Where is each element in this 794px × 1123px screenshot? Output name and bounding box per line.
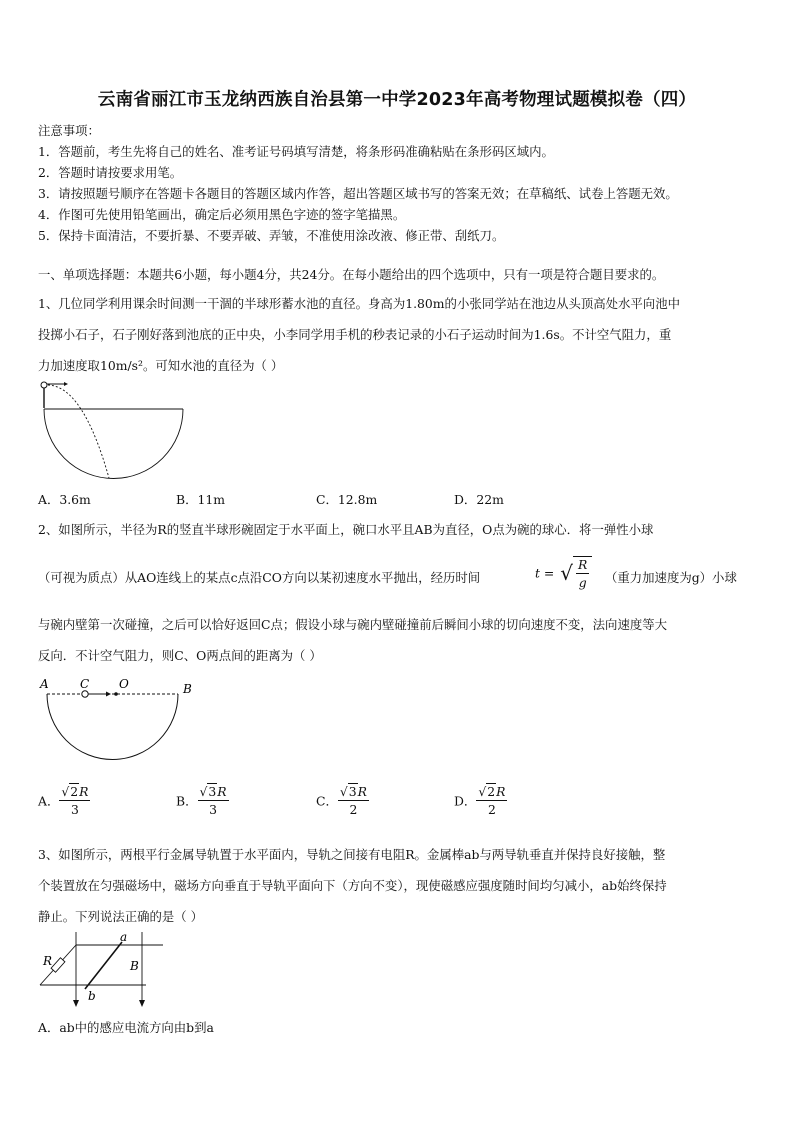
time-formula <box>535 556 592 590</box>
label-a: A <box>40 677 49 691</box>
q2-figure <box>38 672 198 772</box>
label-field-b: B <box>130 959 139 973</box>
q2-line: 反向．不计空气阻力，则C、O两点间的距离为（ ） <box>38 648 322 663</box>
resistor <box>51 958 65 972</box>
q2-option-b[interactable]: B． $\frac{√3R}{3}$ <box>176 784 227 817</box>
note-item: 5．保持卡面清洁，不要折暴、不要弄破、弄皱，不准使用涂改液、修正带、刮纸刀。 <box>38 228 505 243</box>
label-b: B <box>183 682 192 696</box>
rod-ab <box>85 942 122 989</box>
q2-line: （重力加速度为g）小球 <box>605 570 737 585</box>
arrow-head <box>64 382 68 386</box>
q2-option-c[interactable]: C． $\frac{√3R}{2}$ <box>316 784 368 817</box>
q3-line: 3、如图所示，两根平行金属导轨置于水平面内，导轨之间接有电阻R。金属棒ab与两导轨垂直并保持良好接触，整 <box>38 847 666 862</box>
q1-line: 力加速度取10m/s²。可知水池的直径为（ ） <box>38 358 284 373</box>
sqrt-sign: √ <box>560 561 574 585</box>
q1-line: 投掷小石子，石子刚好落到池底的正中央，小李同学用手机的秒表记录的小石子运动时间为1.6s。不计空气阻力，重 <box>38 327 672 342</box>
time-var: t = <box>535 565 555 581</box>
q3-figure <box>38 930 168 1010</box>
center-o <box>114 692 118 696</box>
q1-option-a[interactable]: A．3.6m <box>38 492 91 507</box>
label-a: a <box>120 930 128 944</box>
q1-option-b[interactable]: B．11m <box>176 492 226 507</box>
stone-trajectory <box>48 385 109 478</box>
q3-line: 静止。下列说法正确的是（ ） <box>38 909 204 924</box>
page-title: 云南省丽江市玉龙纳西族自治县第一中学2023年高考物理试题模拟卷（四） <box>97 90 697 110</box>
note-item: 1．答题前，考生先将自己的姓名、准考证号码填写清楚，将条形码准确粘贴在条形码区域内。 <box>38 144 554 159</box>
person-head <box>41 382 47 388</box>
note-item: 2．答题时请按要求用笔。 <box>38 165 183 180</box>
q2-option-a[interactable]: A． $\frac{√2R}{3}$ <box>38 784 89 817</box>
label-r: R <box>43 954 53 968</box>
q2-line: 与碗内壁第一次碰撞，之后可以恰好返回C点；假设小球与碗内壁碰撞前后瞬间小球的切向速度不变，法向速度等大 <box>38 617 668 632</box>
time-fraction <box>573 556 592 590</box>
field-arrow-1 <box>73 1000 79 1007</box>
notes-heading: 注意事项： <box>38 123 100 138</box>
q3-line: 个装置放在匀强磁场中，磁场方向垂直于导轨平面向下（方向不变），现使磁感应强度随时间均匀减小，ab始终保持 <box>38 878 667 893</box>
label-c: C <box>80 677 90 691</box>
q1-figure <box>38 378 188 480</box>
note-item: 3．请按照题号顺序在答题卡各题目的答题区域内作答，超出答题区域书写的答案无效；在草稿纸、试卷上答题无效。 <box>38 186 678 201</box>
note-item: 4．作图可先使用铅笔画出，确定后必须用黑色字迹的签字笔描黑。 <box>38 207 406 222</box>
label-b: b <box>88 989 96 1003</box>
q3-option-a[interactable]: A．ab中的感应电流方向由b到a <box>38 1020 214 1035</box>
q2-line: 2、如图所示，半径为R的竖直半球形碗固定于水平面上，碗口水平且AB为直径，O点为碗的球心．将一弹性小球 <box>38 522 654 537</box>
time-num: R <box>578 557 588 572</box>
q1-line: 1、几位同学利用课余时间测一干涸的半球形蓄水池的直径。身高为1.80m的小张同学站在池边从头顶高处水平向池中 <box>38 296 680 311</box>
q1-option-d[interactable]: D．22m <box>454 492 504 507</box>
q2-line: （可视为质点）从AO连线上的某点c点沿CO方向以某初速度水平抛出，经历时间 <box>38 570 481 585</box>
q1-option-c[interactable]: C．12.8m <box>316 492 378 507</box>
section-heading: 一、单项选择题：本题共6小题，每小题4分，共24分。在每小题给出的四个选项中，只有一项是符合题目要求的。 <box>38 267 665 282</box>
bowl <box>47 694 178 760</box>
velocity-arrow-head <box>106 692 111 697</box>
pool-basin <box>44 409 183 479</box>
ball-c <box>82 691 88 697</box>
q2-option-d[interactable]: D． $\frac{√2R}{2}$ <box>454 784 506 817</box>
time-den: g <box>578 575 587 590</box>
label-o: O <box>119 677 129 691</box>
field-arrow-2 <box>139 1000 145 1007</box>
